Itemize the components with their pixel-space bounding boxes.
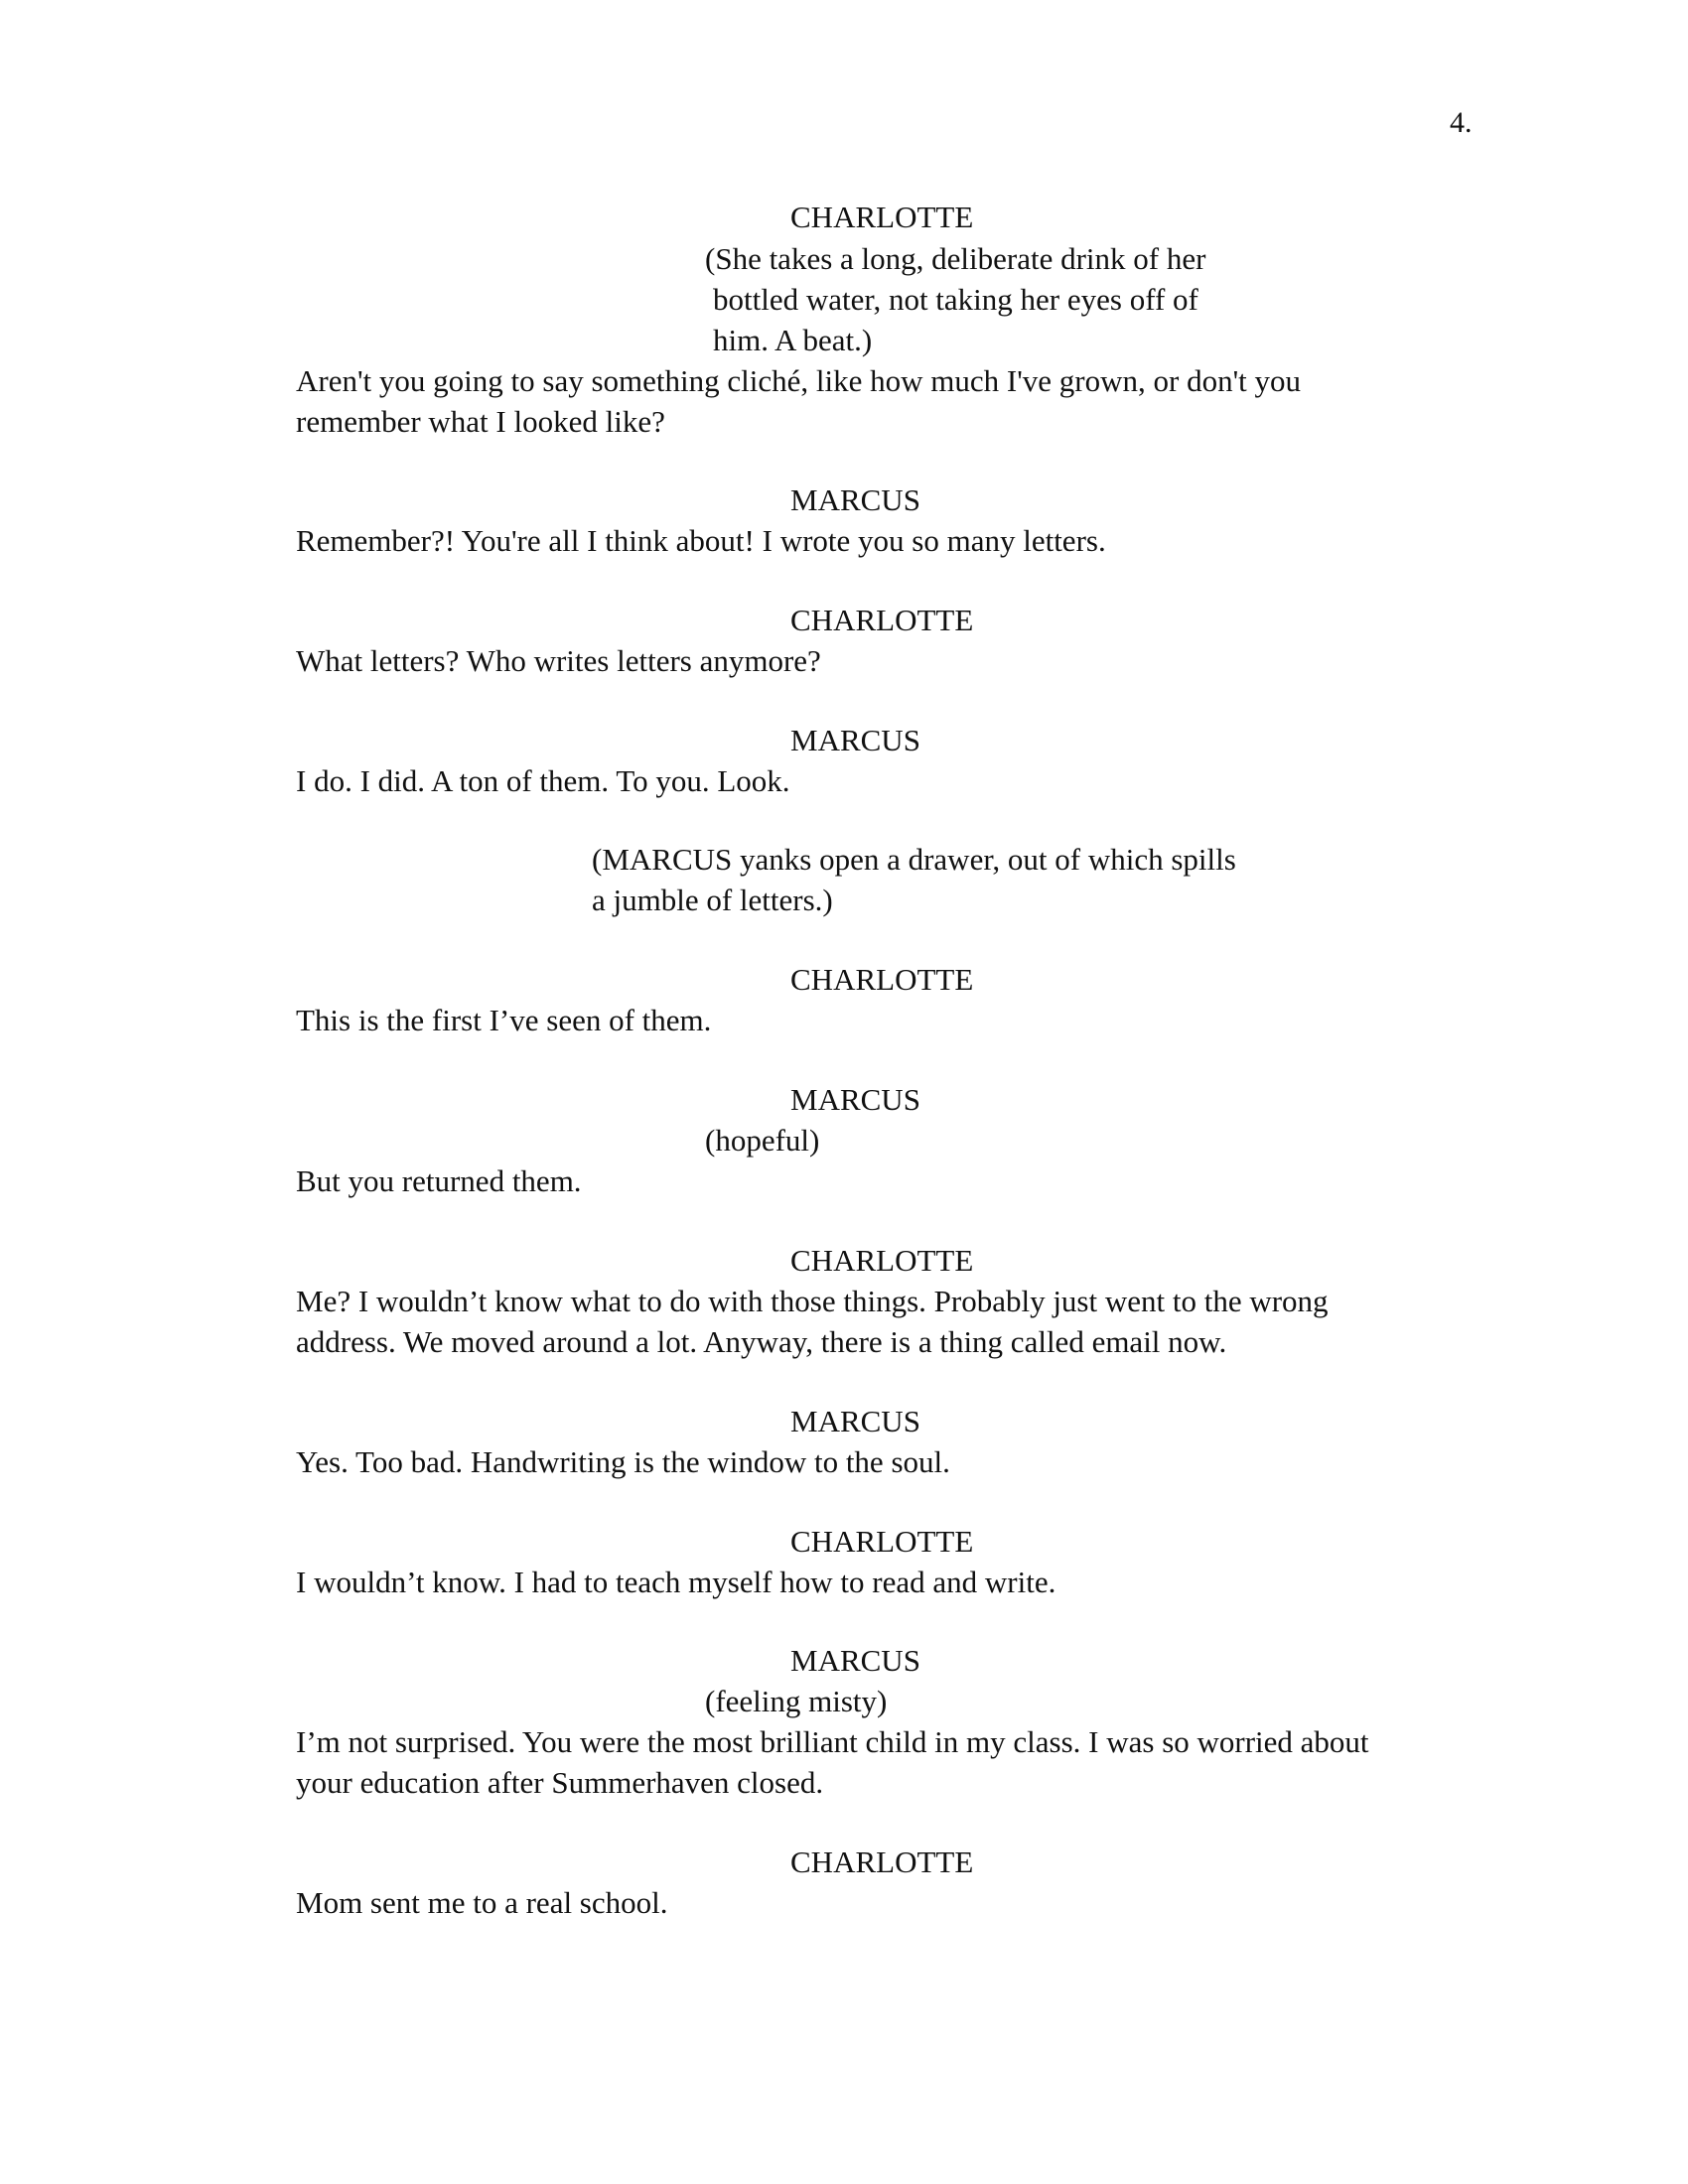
- parenthetical: him. A beat.): [713, 323, 873, 357]
- parenthetical: (feeling misty): [705, 1684, 888, 1718]
- character-name: CHARLOTTE: [790, 1243, 974, 1278]
- character-name: CHARLOTTE: [790, 603, 974, 637]
- character-name: CHARLOTTE: [790, 1844, 974, 1879]
- action-line: (MARCUS yanks open a drawer, out of which spills: [592, 842, 1236, 877]
- dialogue-line: This is the first I’ve seen of them.: [296, 1003, 712, 1037]
- dialogue-line: your education after Summerhaven closed.: [296, 1765, 824, 1800]
- dialogue-line: Remember?! You're all I think about! I wrote you so many letters.: [296, 523, 1106, 558]
- parenthetical: bottled water, not taking her eyes off of: [713, 282, 1198, 317]
- dialogue-line: remember what I looked like?: [296, 404, 665, 439]
- dialogue-line: Mom sent me to a real school.: [296, 1885, 668, 1920]
- dialogue-line: What letters? Who writes letters anymore?: [296, 643, 821, 678]
- dialogue-line: Me? I wouldn’t know what to do with those things. Probably just went to the wrong: [296, 1284, 1329, 1318]
- dialogue-line: Yes. Too bad. Handwriting is the window to the soul.: [296, 1444, 950, 1479]
- character-name: MARCUS: [790, 723, 920, 757]
- character-name: CHARLOTTE: [790, 200, 974, 234]
- character-name: CHARLOTTE: [790, 1524, 974, 1559]
- page-number: 4.: [1450, 106, 1473, 139]
- character-name: CHARLOTTE: [790, 962, 974, 997]
- dialogue-line: I do. I did. A ton of them. To you. Look.: [296, 763, 790, 798]
- dialogue-line: I’m not surprised. You were the most brilliant child in my class. I was so worried about: [296, 1724, 1369, 1759]
- character-name: MARCUS: [790, 1643, 920, 1678]
- dialogue-line: I wouldn’t know. I had to teach myself how to read and write.: [296, 1565, 1056, 1599]
- dialogue-line: But you returned them.: [296, 1163, 582, 1198]
- parenthetical: (hopeful): [705, 1123, 820, 1158]
- action-line: a jumble of letters.): [592, 883, 833, 917]
- character-name: MARCUS: [790, 1404, 920, 1438]
- dialogue-line: address. We moved around a lot. Anyway, there is a thing called email now.: [296, 1324, 1227, 1359]
- character-name: MARCUS: [790, 1082, 920, 1117]
- parenthetical: (She takes a long, deliberate drink of her: [705, 241, 1206, 276]
- character-name: MARCUS: [790, 482, 920, 517]
- dialogue-line: Aren't you going to say something cliché, like how much I've grown, or don't you: [296, 363, 1302, 398]
